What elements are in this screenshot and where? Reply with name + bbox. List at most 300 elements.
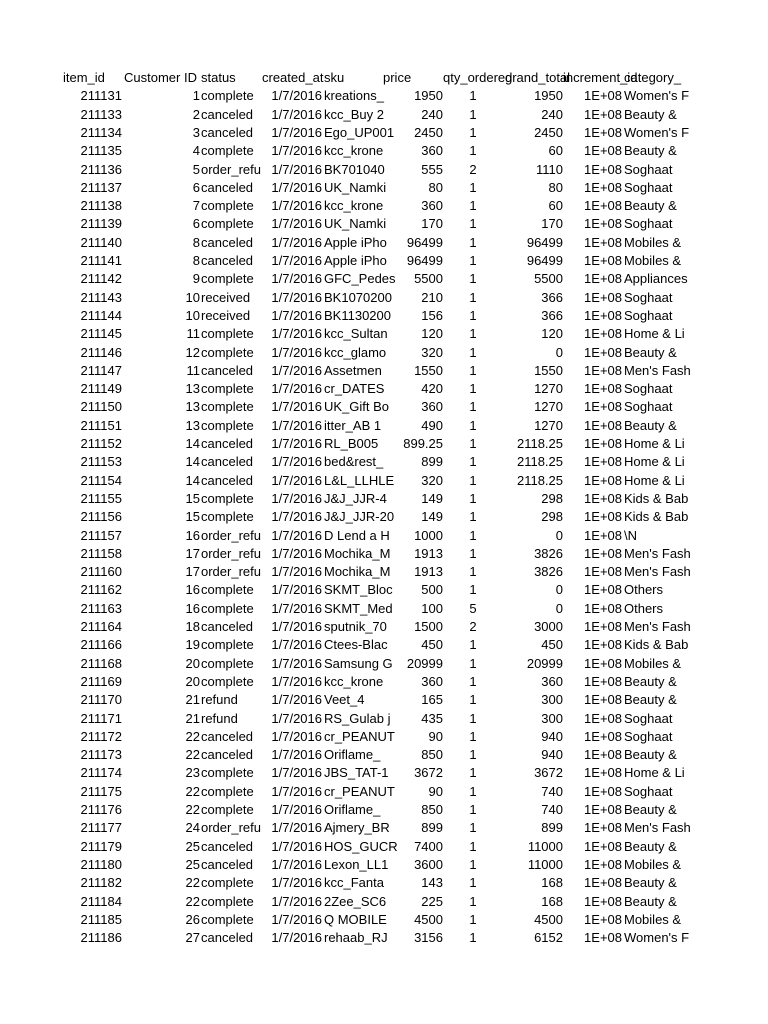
customer-id-cell: 15 — [185, 490, 200, 506]
table-row — [0, 874, 768, 892]
status-cell: received — [201, 289, 251, 305]
customer-id-cell: 26 — [185, 911, 200, 927]
grand-total-cell: 80 — [548, 179, 563, 195]
customer-id-cell: 22 — [185, 893, 200, 909]
category-cell: Beauty & — [624, 875, 677, 891]
status-cell: canceled — [201, 106, 254, 122]
sku-cell: Q MOBILE — [324, 911, 387, 927]
increment-id-cell: 1E+08 — [584, 911, 622, 927]
created-at-cell: 1/7/2016 — [271, 88, 322, 104]
qty-ordered-cell: 1 — [469, 344, 477, 360]
increment-id-cell: 1E+08 — [584, 802, 622, 817]
qty-ordered-cell: 1 — [469, 509, 477, 525]
price-cell: 5500 — [414, 271, 443, 287]
status-cell: canceled — [201, 234, 254, 250]
item-id-cell: 211186 — [80, 930, 122, 946]
sku-cell: Apple iPho — [324, 253, 387, 268]
grand-total-cell: 20999 — [526, 655, 563, 671]
sku-cell: Ego_UP001 — [324, 124, 395, 140]
price-cell: 149 — [421, 509, 443, 525]
created-at-cell: 1/7/2016 — [271, 564, 322, 580]
sku-cell: Veet_4 — [324, 692, 365, 708]
created-at-cell: 1/7/2016 — [271, 490, 322, 506]
item-id-cell: 211144 — [80, 307, 122, 323]
grand-total-cell: 2118.25 — [516, 472, 563, 488]
table-row — [0, 325, 768, 343]
qty-ordered-cell: 1 — [469, 747, 477, 763]
grand-total-cell: 3672 — [534, 765, 563, 781]
header-row — [0, 69, 768, 87]
item-id-cell: 211172 — [80, 728, 122, 744]
grand-total-cell: 11000 — [527, 856, 563, 872]
qty-ordered-cell: 1 — [469, 692, 477, 708]
grand-total-cell: 940 — [541, 747, 563, 763]
price-cell: 3600 — [414, 856, 443, 872]
price-cell: 3672 — [414, 765, 443, 781]
created-at-cell: 1/7/2016 — [271, 747, 322, 763]
status-cell: canceled — [201, 747, 254, 763]
grand-total-cell: 1950 — [534, 88, 563, 104]
qty-ordered-cell: 1 — [469, 783, 477, 799]
table-row — [0, 161, 768, 179]
increment-id-cell: 1E+08 — [584, 253, 622, 268]
item-id-cell: 211157 — [80, 527, 122, 543]
table-row — [0, 691, 768, 709]
item-id-cell: 211135 — [80, 143, 122, 159]
column-header: qty_ordered — [443, 70, 513, 85]
price-cell: 210 — [421, 289, 443, 305]
column-header: grand_total — [505, 70, 571, 85]
status-cell: complete — [201, 673, 254, 689]
table-row — [0, 344, 768, 362]
qty-ordered-cell: 1 — [469, 234, 477, 250]
increment-id-cell: 1E+08 — [584, 509, 622, 525]
price-cell: 360 — [421, 198, 443, 214]
price-cell: 100 — [421, 600, 443, 616]
grand-total-cell: 899 — [541, 820, 563, 836]
item-id-cell: 211153 — [80, 454, 122, 470]
status-cell: complete — [201, 509, 254, 525]
category-cell: Women's F — [624, 88, 690, 104]
column-header: category_ — [624, 70, 682, 85]
created-at-cell: 1/7/2016 — [271, 124, 322, 140]
table-row — [0, 142, 768, 160]
status-cell: canceled — [201, 436, 254, 451]
qty-ordered-cell: 1 — [469, 198, 477, 214]
increment-id-cell: 1E+08 — [584, 545, 622, 561]
category-cell: Home & Li — [624, 765, 685, 781]
table-row — [0, 893, 768, 911]
qty-ordered-cell: 5 — [469, 600, 477, 616]
status-cell: complete — [201, 381, 254, 397]
price-cell: 450 — [421, 637, 443, 653]
price-cell: 240 — [421, 106, 443, 122]
item-id-cell: 211162 — [80, 582, 122, 598]
item-id-cell: 211139 — [80, 216, 122, 232]
price-cell: 4500 — [414, 911, 443, 927]
increment-id-cell: 1E+08 — [584, 692, 622, 708]
customer-id-cell: 6 — [192, 179, 200, 195]
customer-id-cell: 4 — [192, 143, 200, 159]
category-cell: Mobiles & — [624, 253, 682, 268]
qty-ordered-cell: 2 — [469, 619, 477, 634]
qty-ordered-cell: 1 — [469, 637, 477, 653]
status-cell: complete — [201, 326, 254, 342]
grand-total-cell: 2118.25 — [516, 454, 563, 470]
customer-id-cell: 11 — [186, 326, 200, 342]
qty-ordered-cell: 1 — [469, 820, 477, 836]
customer-id-cell: 1 — [192, 88, 200, 104]
sku-cell: Mochika_M — [324, 545, 391, 561]
customer-id-cell: 3 — [192, 124, 200, 140]
status-cell: complete — [201, 216, 254, 232]
table-row — [0, 490, 768, 508]
category-cell: Home & Li — [624, 454, 685, 470]
created-at-cell: 1/7/2016 — [271, 454, 322, 470]
price-cell: 165 — [421, 692, 443, 708]
qty-ordered-cell: 2 — [469, 161, 477, 177]
grand-total-cell: 240 — [541, 106, 563, 122]
category-cell: Kids & Bab — [624, 637, 689, 653]
status-cell: order_refu — [201, 545, 261, 561]
category-cell: Soghaat — [624, 289, 673, 305]
increment-id-cell: 1E+08 — [584, 216, 622, 232]
status-cell: canceled — [201, 619, 254, 634]
table-row — [0, 270, 768, 288]
sku-cell: Oriflame_ — [324, 802, 381, 817]
sku-cell: rehaab_RJ — [324, 930, 388, 946]
customer-id-cell: 22 — [185, 802, 200, 817]
category-cell: Beauty & — [624, 838, 677, 854]
created-at-cell: 1/7/2016 — [271, 271, 322, 287]
sku-cell: kcc_Sultan — [324, 326, 388, 342]
increment-id-cell: 1E+08 — [584, 454, 622, 470]
created-at-cell: 1/7/2016 — [271, 875, 322, 891]
sku-cell: RL_B005 — [324, 436, 379, 451]
customer-id-cell: 20 — [185, 655, 200, 671]
qty-ordered-cell: 1 — [469, 436, 477, 451]
category-cell: Beauty & — [624, 802, 677, 817]
category-cell: Soghaat — [624, 710, 673, 726]
category-cell: Women's F — [624, 930, 690, 946]
sku-cell: kreations_ — [324, 88, 384, 104]
price-cell: 1950 — [414, 88, 443, 104]
customer-id-cell: 11 — [186, 362, 200, 378]
qty-ordered-cell: 1 — [469, 179, 477, 195]
created-at-cell: 1/7/2016 — [271, 161, 322, 177]
table-row — [0, 710, 768, 728]
grand-total-cell: 740 — [541, 783, 563, 799]
status-cell: received — [201, 307, 251, 323]
qty-ordered-cell: 1 — [469, 472, 477, 488]
customer-id-cell: 20 — [185, 673, 200, 689]
status-cell: canceled — [201, 728, 254, 744]
qty-ordered-cell: 1 — [469, 527, 477, 543]
table-row — [0, 545, 768, 563]
customer-id-cell: 22 — [185, 875, 200, 891]
created-at-cell: 1/7/2016 — [271, 728, 322, 744]
item-id-cell: 211180 — [80, 856, 122, 872]
qty-ordered-cell: 1 — [469, 490, 477, 506]
price-cell: 1913 — [414, 545, 443, 561]
status-cell: canceled — [201, 472, 254, 488]
customer-id-cell: 13 — [185, 399, 200, 415]
qty-ordered-cell: 1 — [469, 673, 477, 689]
category-cell: Soghaat — [624, 381, 673, 397]
grand-total-cell: 168 — [541, 875, 563, 891]
status-cell: order_refu — [201, 564, 261, 580]
grand-total-cell: 300 — [541, 710, 563, 726]
sku-cell: SKMT_Bloc — [324, 582, 393, 598]
column-header: sku — [324, 70, 345, 85]
item-id-cell: 211182 — [80, 875, 122, 891]
column-header: increment_id — [563, 70, 638, 85]
customer-id-cell: 9 — [192, 271, 200, 287]
item-id-cell: 211156 — [80, 509, 122, 525]
customer-id-cell: 16 — [185, 582, 200, 598]
table-row — [0, 307, 768, 325]
status-cell: canceled — [201, 454, 254, 470]
increment-id-cell: 1E+08 — [584, 856, 622, 872]
created-at-cell: 1/7/2016 — [271, 765, 322, 781]
grand-total-cell: 2450 — [534, 124, 563, 140]
customer-id-cell: 2 — [192, 106, 200, 122]
created-at-cell: 1/7/2016 — [271, 509, 322, 525]
customer-id-cell: 8 — [192, 234, 200, 250]
grand-total-cell: 11000 — [527, 838, 563, 854]
item-id-cell: 211134 — [80, 124, 122, 140]
table-row — [0, 581, 768, 599]
item-id-cell: 211146 — [80, 344, 122, 360]
increment-id-cell: 1E+08 — [584, 728, 622, 744]
sku-cell: kcc_Buy 2 — [324, 106, 384, 122]
grand-total-cell: 6152 — [534, 930, 563, 946]
price-cell: 500 — [421, 582, 443, 598]
created-at-cell: 1/7/2016 — [271, 710, 322, 726]
table-row — [0, 179, 768, 197]
table-row — [0, 124, 768, 142]
qty-ordered-cell: 1 — [469, 106, 477, 122]
price-cell: 80 — [428, 179, 443, 195]
increment-id-cell: 1E+08 — [584, 362, 622, 378]
category-cell: Mobiles & — [624, 856, 682, 872]
sku-cell: Assetmen — [324, 362, 382, 378]
grand-total-cell: 168 — [541, 893, 563, 909]
status-cell: order_refu — [201, 527, 261, 543]
customer-id-cell: 16 — [185, 527, 200, 543]
sku-cell: Oriflame_ — [324, 747, 381, 763]
price-cell: 1913 — [414, 564, 443, 580]
grand-total-cell: 300 — [541, 692, 563, 708]
item-id-cell: 211164 — [80, 619, 122, 634]
qty-ordered-cell: 1 — [469, 728, 477, 744]
item-id-cell: 211160 — [80, 564, 122, 580]
table-row — [0, 87, 768, 105]
created-at-cell: 1/7/2016 — [271, 838, 322, 854]
qty-ordered-cell: 1 — [469, 765, 477, 781]
item-id-cell: 211173 — [80, 747, 122, 763]
qty-ordered-cell: 1 — [469, 271, 477, 287]
price-cell: 490 — [421, 417, 443, 433]
customer-id-cell: 14 — [185, 454, 200, 470]
qty-ordered-cell: 1 — [469, 838, 477, 854]
grand-total-cell: 5500 — [534, 271, 563, 287]
column-header: Customer ID — [124, 70, 197, 85]
item-id-cell: 211184 — [80, 893, 122, 909]
increment-id-cell: 1E+08 — [584, 399, 622, 415]
sku-cell: cr_PEANUT — [324, 783, 395, 799]
created-at-cell: 1/7/2016 — [271, 417, 322, 433]
price-cell: 320 — [421, 472, 443, 488]
status-cell: canceled — [201, 124, 254, 140]
category-cell: Mobiles & — [624, 234, 682, 250]
status-cell: complete — [201, 783, 254, 799]
increment-id-cell: 1E+08 — [584, 124, 622, 140]
table-row — [0, 380, 768, 398]
sku-cell: kcc_krone — [324, 143, 384, 159]
created-at-cell: 1/7/2016 — [271, 802, 322, 817]
category-cell: Beauty & — [624, 198, 677, 214]
price-cell: 360 — [421, 143, 443, 159]
table-row — [0, 362, 768, 380]
price-cell: 120 — [421, 326, 443, 342]
grand-total-cell: 2118.25 — [516, 436, 563, 451]
price-cell: 320 — [421, 344, 443, 360]
increment-id-cell: 1E+08 — [584, 875, 622, 891]
grand-total-cell: 96499 — [526, 234, 563, 250]
sku-cell: HOS_GUCR — [324, 838, 398, 854]
sku-cell: BK1070200 — [324, 289, 392, 305]
sku-cell: Ctees-Blac — [324, 637, 388, 653]
customer-id-cell: 22 — [185, 728, 200, 744]
sku-cell: UK_Gift Bo — [324, 399, 390, 415]
category-cell: Soghaat — [624, 216, 673, 232]
increment-id-cell: 1E+08 — [584, 747, 622, 763]
created-at-cell: 1/7/2016 — [271, 362, 322, 378]
sku-cell: BK1130200 — [324, 307, 391, 323]
customer-id-cell: 14 — [185, 436, 200, 451]
price-cell: 850 — [421, 802, 443, 817]
category-cell: Women's F — [624, 124, 690, 140]
status-cell: complete — [201, 198, 254, 214]
customer-id-cell: 19 — [185, 637, 200, 653]
category-cell: Beauty & — [624, 692, 677, 708]
customer-id-cell: 21 — [185, 692, 200, 708]
status-cell: complete — [201, 765, 254, 781]
status-cell: complete — [201, 802, 254, 817]
price-cell: 850 — [421, 747, 443, 763]
category-cell: Beauty & — [624, 143, 677, 159]
grand-total-cell: 60 — [548, 198, 563, 214]
column-header: created_at — [262, 70, 324, 85]
table-row — [0, 929, 768, 947]
status-cell: order_refu — [201, 820, 261, 836]
increment-id-cell: 1E+08 — [584, 655, 622, 671]
table-row — [0, 197, 768, 215]
table-row — [0, 764, 768, 782]
table-row — [0, 728, 768, 746]
increment-id-cell: 1E+08 — [584, 637, 622, 653]
price-cell: 1550 — [414, 362, 443, 378]
customer-id-cell: 25 — [185, 838, 200, 854]
created-at-cell: 1/7/2016 — [271, 253, 322, 268]
increment-id-cell: 1E+08 — [584, 417, 622, 433]
created-at-cell: 1/7/2016 — [271, 527, 322, 543]
item-id-cell: 211169 — [80, 673, 122, 689]
price-cell: 170 — [421, 216, 443, 232]
created-at-cell: 1/7/2016 — [271, 673, 322, 689]
customer-id-cell: 7 — [192, 198, 200, 214]
increment-id-cell: 1E+08 — [584, 673, 622, 689]
increment-id-cell: 1E+08 — [584, 344, 622, 360]
price-cell: 90 — [428, 728, 443, 744]
increment-id-cell: 1E+08 — [584, 765, 622, 781]
sku-cell: kcc_glamo — [324, 344, 387, 360]
grand-total-cell: 740 — [541, 802, 563, 817]
table-row — [0, 636, 768, 654]
price-cell: 2450 — [414, 124, 443, 140]
sku-cell: UK_Namki — [324, 216, 387, 232]
status-cell: complete — [201, 582, 254, 598]
table-row — [0, 746, 768, 764]
price-cell: 360 — [421, 399, 443, 415]
price-cell: 899 — [421, 820, 443, 836]
customer-id-cell: 14 — [185, 472, 200, 488]
increment-id-cell: 1E+08 — [584, 893, 622, 909]
price-cell: 156 — [421, 307, 443, 323]
table-row — [0, 801, 768, 819]
item-id-cell: 211131 — [80, 88, 122, 104]
category-cell: \N — [624, 527, 637, 543]
table-row — [0, 234, 768, 252]
sku-cell: RS_Gulab j — [324, 710, 391, 726]
item-id-cell: 211177 — [80, 820, 122, 836]
grand-total-cell: 0 — [555, 582, 563, 598]
sku-cell: Lexon_LL1 — [324, 856, 389, 872]
category-cell: Beauty & — [624, 106, 677, 122]
grand-total-cell: 170 — [541, 216, 563, 232]
increment-id-cell: 1E+08 — [584, 472, 622, 488]
customer-id-cell: 8 — [192, 253, 200, 268]
increment-id-cell: 1E+08 — [584, 271, 622, 287]
status-cell: canceled — [201, 253, 254, 268]
customer-id-cell: 24 — [185, 820, 200, 836]
grand-total-cell: 0 — [555, 344, 563, 360]
created-at-cell: 1/7/2016 — [271, 289, 322, 305]
customer-id-cell: 22 — [185, 747, 200, 763]
category-cell: Soghaat — [624, 179, 673, 195]
qty-ordered-cell: 1 — [469, 893, 477, 909]
increment-id-cell: 1E+08 — [584, 930, 622, 946]
item-id-cell: 211171 — [80, 710, 122, 726]
sku-cell: Samsung G — [324, 655, 393, 671]
created-at-cell: 1/7/2016 — [271, 472, 322, 488]
grand-total-cell: 4500 — [534, 911, 563, 927]
table-row — [0, 527, 768, 545]
item-id-cell: 211154 — [80, 472, 122, 488]
category-cell: Mobiles & — [624, 655, 682, 671]
qty-ordered-cell: 1 — [469, 454, 477, 470]
table-row — [0, 106, 768, 124]
qty-ordered-cell: 1 — [469, 381, 477, 397]
price-cell: 1500 — [414, 619, 443, 634]
item-id-cell: 211152 — [80, 436, 122, 451]
item-id-cell: 211170 — [80, 692, 122, 708]
qty-ordered-cell: 1 — [469, 417, 477, 433]
grand-total-cell: 366 — [541, 307, 563, 323]
column-header: price — [383, 70, 412, 85]
category-cell: Men's Fash — [624, 820, 691, 836]
